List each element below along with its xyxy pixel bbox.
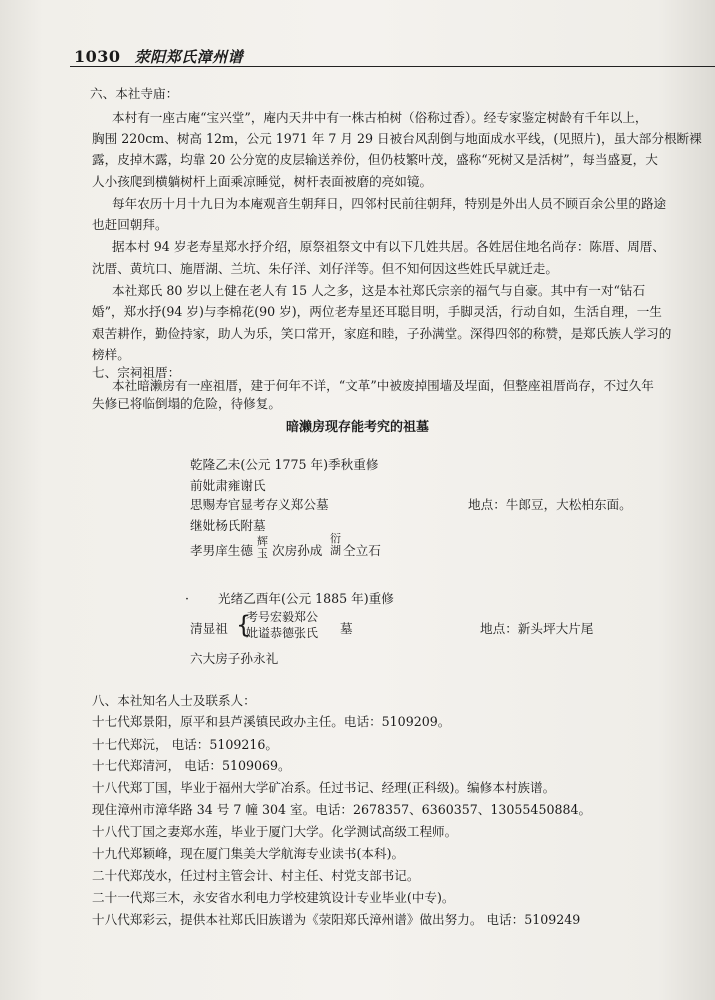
tomb1-location: 地点：牛郎豆，大松柏东面。: [468, 497, 632, 512]
contact-line-4: 十八代郑丁国，毕业于福州大学矿冶系。任过书记、经理(正科级)。编修本村族谱。: [92, 780, 556, 795]
tomb2-line3: 六大房子孙永礼: [190, 651, 279, 666]
tomb2-suffix: 墓: [340, 621, 353, 636]
tomb1-stack2-bottom: 湖: [330, 543, 341, 557]
contact-line-7: 十九代郑颖峰，现在厦门集美大学航海专业读书(本科)。: [92, 846, 405, 861]
contact-line-10: 十八代郑彩云，提供本社郑氏旧族谱为《荥阳郑氏漳州谱》做出努力。 电话：5109249: [92, 912, 581, 927]
section6-p1-line3: 露，皮掉木露，均靠 20 公分宽的皮层输送养份，但仍枝繁叶茂，盛称“死树又是活树”，每当盛夏，大: [92, 152, 658, 167]
tomb1-stack1-bottom: 玉: [257, 546, 268, 560]
section6-p4-line3: 艰苦耕作，勤俭持家，助人为乐，笑口常开，家庭和睦，子孙满堂。深得四邻的称赞，是郑氏族人学习的: [92, 326, 672, 341]
tomb2-brace: {: [236, 611, 252, 639]
contact-line-9: 二十一代郑三木，永安省水利电力学校建筑设计专业毕业(中专)。: [92, 890, 455, 905]
tomb2-bullet: ·: [185, 591, 190, 606]
contact-line-5: 现住漳州市漳华路 34 号 7 幢 304 室。电话：2678357、6360357、13055450884。: [92, 802, 592, 817]
section6-p4-line4: 榜样。: [92, 347, 130, 362]
tomb1-line3: 思赐寿官显考存义郑公墓: [190, 497, 329, 512]
section6-p3-line1: 据本村 94 岁老寿星郑水抒介绍，原祭祖祭文中有以下几姓共居。各姓居住地名尚存：陈厝、周厝、: [112, 239, 665, 254]
page-number: 1030: [74, 47, 121, 66]
tomb2-line1: 光绪乙酉年(公元 1885 年)重修: [218, 591, 394, 606]
section6-p1-line4: 人小孩爬到横躺树杆上面乘凉睡觉，树杆表面被磨的亮如镜。: [92, 174, 433, 189]
tomb1-line4: 继妣杨氏附墓: [190, 518, 266, 533]
tomb1-stack2-top: 衍: [330, 532, 341, 545]
book-title: 荥阳郑氏漳州谱: [134, 48, 244, 66]
tomb2-stack: [246, 609, 318, 641]
contact-line-3: 十七代郑清河， 电话：5109069。: [92, 758, 291, 773]
section7-heading: 七、宗祠祖厝：: [92, 365, 181, 380]
tomb2-location: 地点：新头坪大片尾: [480, 621, 594, 636]
section6-p3-line2: 沈厝、黄坑口、施厝湖、兰坑、朱仔洋、刘仔洋等。但不知何因这些姓氏早就迁走。: [92, 261, 558, 276]
page-header: [74, 46, 243, 67]
section6-p2-line2: 也赶回朝拜。: [92, 217, 168, 232]
section7-p1-line1: 本社暗濑房有一座祖厝，建于何年不详，“文革”中被废掉围墙及埕面，但整座祖厝尚存，不过久年: [112, 378, 654, 393]
tomb1-stack2: [330, 533, 341, 556]
section6-p1-line2: 胸围 220cm、树高 12m，公元 1971 年 7 月 29 日被台风刮倒与地面成水平线，(见照片)，虽大部分根断裸: [92, 131, 702, 146]
section6-heading: 六、本社寺庙：: [90, 86, 179, 101]
tomb1-stack1: [257, 536, 268, 559]
tomb2-prefix: 清显祖: [190, 621, 228, 636]
section7-p1-line2: 失修已将临倒塌的危险，待修复。: [92, 396, 281, 411]
tomb1-line2: 前妣肃雍谢氏: [190, 478, 266, 493]
tomb1-line1: 乾隆乙未(公元 1775 年)季秋重修: [190, 457, 379, 472]
contact-line-8: 二十代郑茂水，任过村主管会计、村主任、村党支部书记。: [92, 868, 420, 883]
tombs-title: 暗濑房现存能考究的祖墓: [285, 420, 429, 435]
contact-line-2: 十七代郑沅， 电话：5109216。: [92, 737, 279, 752]
header-rule: [70, 66, 715, 67]
tomb1-line5-b: 次房孙成: [272, 543, 323, 558]
section6-p4-line2: 婚”，郑水抒(94 岁)与李棉花(90 岁)，两位老寿星还耳聪目明，手脚灵活，行动自如，生活自理，一生: [92, 304, 662, 319]
tomb1-line5-c: 仝立石: [343, 543, 381, 558]
tomb1-stack1-top: 辉: [257, 535, 268, 548]
section6-p4-line1: 本社郑氏 80 岁以上健在老人有 15 人之多，这是本社郑氏宗亲的福气与自豪。其中有一对“钻石: [112, 283, 646, 298]
section6-p2-line1: 每年农历十月十九日为本庵观音生朝拜日，四邻村民前往朝拜，特别是外出人员不顾百余公里的路途: [112, 196, 667, 211]
section6-p1-line1: 本村有一座古庵“宝兴堂”，庵内天井中有一株古柏树（俗称过香）。经专家鉴定树龄有千年以上，: [112, 110, 648, 125]
tomb2-stack-bottom: 妣谥恭德张氏: [246, 626, 319, 641]
contact-line-1: 十七代郑景阳，原平和县芦溪镇民政办主任。电话：5109209。: [92, 714, 451, 729]
tomb1-line5-a: 孝男庠生德: [190, 543, 253, 558]
section8-heading: 八、本社知名人士及联系人：: [92, 693, 256, 708]
tomb2-stack-top: 考号宏毅郑公: [246, 610, 319, 624]
contact-line-6: 十八代丁国之妻郑水莲，毕业于厦门大学。化学测试高级工程师。: [92, 824, 458, 839]
